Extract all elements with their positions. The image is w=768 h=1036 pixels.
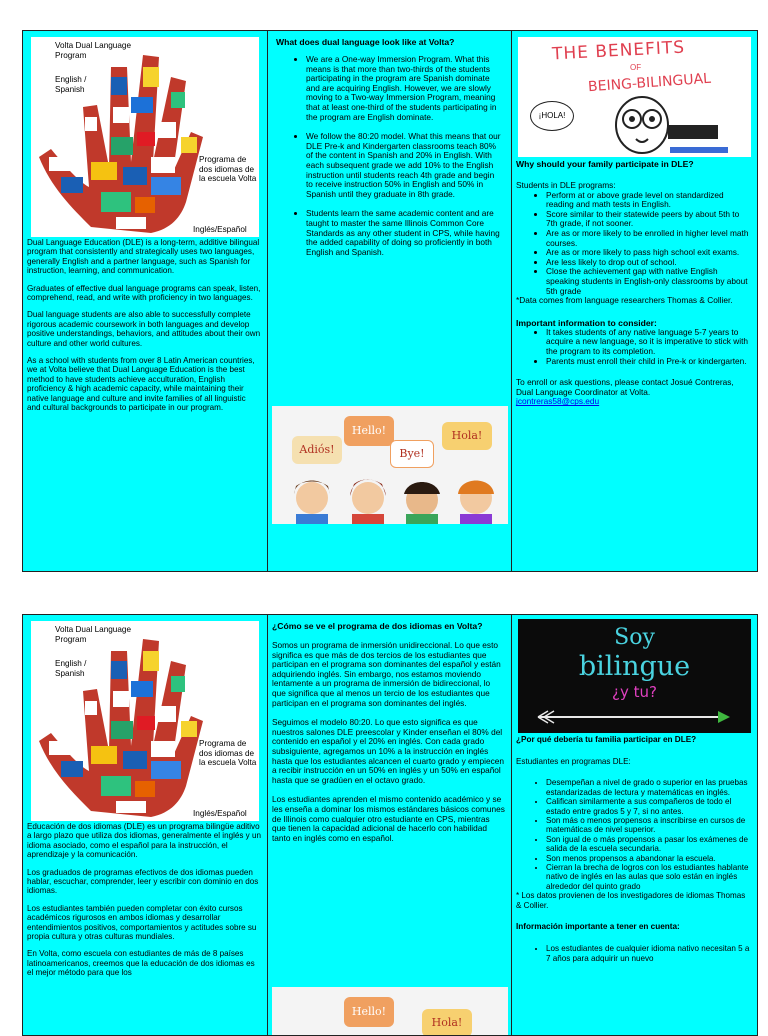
important-list [516, 328, 751, 366]
why-heading: Why should your family participate in DLE? [516, 159, 694, 169]
hand-flags-icon [31, 37, 259, 237]
important-heading: Important information to consider: [516, 317, 657, 328]
y-tu-line: ¿y tu? [612, 683, 657, 701]
list-item: • Cierran la brecha de logros con los estudiantes hablante nativo de inglés en las aulas que solo están en inglés alrededor del quinto grado [546, 863, 751, 891]
hand-flags-image [31, 621, 259, 821]
students-intro: Students in DLE programs: [516, 180, 616, 190]
arrow-icon [518, 707, 751, 727]
soy-bilingue-image [518, 619, 751, 733]
list-item: • Son más o menos propensos a inscribirse en cursos de matemáticas de nivel superior. [546, 816, 751, 835]
hand-flags-icon [31, 621, 259, 821]
hand-bottom-label: Inglés/Español [193, 225, 247, 234]
program-name: Volta Dual Language Program [55, 625, 132, 644]
middle-heading: What does dual language look like at Volta? [276, 37, 455, 47]
intro-paragraph: En Volta, como escuela con estudiantes de más de 8 países latinoamericanos, creemos que la educación de dos idiomas es el mejor método para que los [27, 949, 255, 978]
why-section [512, 733, 757, 963]
english-brochure [22, 30, 758, 572]
hand-flags-image [31, 37, 259, 237]
why-list [516, 191, 751, 297]
list-item: • Perform at or above grade level on standardized reading and math tests in English. [546, 191, 751, 210]
speech-bubble: Hola! [422, 1009, 472, 1035]
benefits-title-line: THE BENEFITS [551, 37, 686, 65]
speech-bubble: Hello! [344, 416, 394, 446]
english-middle-column [268, 31, 512, 571]
intro-paragraph: Educación de dos idiomas (DLE) es un programa bilingüe aditivo a largo plazo que utiliza dos idiomas, generalmente el inglés y un idioma asociado, como el español para la instrucción, el aprendizaje y la comunicación. [27, 822, 261, 860]
data-note: *Data comes from language researchers Thomas & Collier. [516, 295, 733, 306]
students-intro: Estudiantes en programas DLE: [516, 757, 631, 766]
hand-caption: Programa de dos idiomas de la escuela Volta [199, 155, 257, 184]
english-intro-column [23, 31, 268, 571]
middle-paragraph: Seguimos el modelo 80:20. Lo que esto significa es que nuestros salones DLE preescolar y Kinder enseñan el 80% del contenido en español y el 20% en inglés. Con cada grado subsiguiente, agregamos un 10% a la instrucción en inglés hasta que los estudiantes alcancen el cuarto grado y empiecen a recibir instrucción en un 50% en inglés y un 50% en español hasta que se gradúen en el octavo grado. [272, 717, 505, 785]
why-section [512, 157, 757, 407]
benefits-title-line: OF [630, 63, 642, 72]
spanish-middle-column [268, 615, 512, 1035]
intro-paragraph: Dual Language Education (DLE) is a long-term, additive bilingual program that consistently and strategically uses two languages, generally English and a partner language, such as Spanish for instruction, learning, and communication. [27, 238, 260, 276]
intro-paragraph: Dual language students are also able to successfully complete rigorous academic coursework in both languages and develop positive understandings, behaviors, and attitudes about their own culture and other world cultures. [27, 310, 261, 348]
middle-paragraph: Los estudiantes aprenden el mismo contenido académico y se les enseña a dominar los mismos estándares básicos comunes de Illinois como cualquier otro estudiante en CPS, mientras que tienen la capacidad adicional de hacerlo con habilidad tanto en inglés como en español. [272, 794, 505, 843]
list-item: • Score similar to their statewide peers by about 5th to 7th grade, if not sooner. [546, 210, 751, 229]
children-icon [272, 406, 508, 524]
list-item: • It takes students of any native language 5-7 years to acquire a new language, so it is imperative to stick with the program to its completion. [546, 328, 751, 357]
speech-bubbles-image [272, 987, 508, 1035]
middle-list [276, 55, 503, 257]
speech-bubble: Adiós! [292, 436, 342, 464]
intro-paragraph: Graduates of effective dual language programs can speak, listen, comprehend, read, and write with proficiency in two languages. [27, 283, 261, 303]
why-list [516, 778, 751, 891]
intro-text [23, 237, 267, 413]
data-note: * Los datos provienen de los investigadores de idiomas Thomas & Collier. [516, 891, 746, 910]
list-item: • Close the achievement gap with native English speaking students in English-only classrooms by about 5th grade [546, 267, 751, 296]
spanish-brochure [22, 614, 758, 1036]
email-link[interactable]: jcontreras58@cps.edu [516, 396, 600, 407]
list-item: • Students learn the same academic content and are taught to master the same Illinois Common Core Standards as any other student in CPS, while having the added capability of doing so proficiently in both English and Spanish. [306, 209, 503, 257]
list-item: • We are a One-way Immersion Program. What this means is that more than two-thirds of the students participating in the program are Spanish dominate and are acquiring English. However, we are slowly moving to a Two-way Immersion Program, meaning that at least one-third of the students participating in the program are English dominate. [306, 55, 503, 122]
bilingue-line: bilingue [578, 651, 691, 682]
why-heading: ¿Por qué debería tu familia participar en DLE? [516, 735, 697, 744]
list-item: • Los estudiantes de cualquier idioma nativo necesitan 5 a 7 años para adquirir un nuevo [546, 944, 751, 963]
important-heading: Información importante a tener en cuenta: [516, 922, 680, 932]
list-item: • Parents must enroll their child in Pre-k or kindergarten. [546, 357, 751, 367]
middle-heading: ¿Cómo se ve el programa de dos idiomas en Volta? [272, 621, 483, 631]
list-item: • Are less likely to drop out of school. [546, 258, 751, 268]
list-item: • Desempeñan a nivel de grado o superior en las pruebas estandarizadas de lectura y matemáticas en inglés. [546, 778, 751, 797]
intro-paragraph: Los estudiantes también pueden completar con éxito cursos académicos rigurosos en ambos idiomas y desarrollar entendimientos positivos, comportamientos y actitudes sobre su propia cultura y otras culturas mundiales. [27, 903, 257, 942]
hola-bubble: ¡HOLA! [530, 101, 574, 131]
speech-bubble: Hola! [442, 422, 492, 450]
speech-bubble: Hello! [344, 997, 394, 1027]
speech-bubbles-image [272, 406, 508, 524]
intro-paragraph: As a school with students from over 8 Latin American countries, we at Volta believe that Dual Language Education is the best method to have students achieve acculturation, English proficiency & high academic capacity, while maintaining their native language and culture and invite families of all linguistic and cultural backgrounds to participate in our program. [27, 356, 255, 413]
program-name: Volta Dual Language Program [55, 41, 132, 60]
languages-label: English / Spanish [55, 75, 87, 94]
list-item: • Califican similarmente a sus compañeros de todo el estado entre grados 5 y 7, si no antes. [546, 797, 751, 816]
hand-bottom-label: Inglés/Español [193, 809, 247, 818]
benefits-image [518, 37, 751, 157]
english-right-column [512, 31, 757, 571]
list-item: • Are as or more likely to pass high school exit exams. [546, 248, 751, 258]
list-item: • We follow the 80:20 model. What this means that our DLE Pre-k and Kindergarten classrooms teach 80% of the content in Spanish and 20% in English. With each subsequent grade we add 10% to the English instruction until students reach 4th grade and begin to receive instruction 50% in English and 50% in Spanish until they graduate in 8th grade. [306, 132, 503, 199]
middle-paragraph: Somos un programa de inmersión unidireccional. Lo que esto significa es que más de dos tercios de los estudiantes que participan en el programa son dominantes del español y están adquiriendo inglés. Sin embargo, nos estamos moviendo lentamente a un programa de inmersión de bidireccional, lo que significa que al menos un tercio de los estudiantes que participan en el programa son dominantes del inglés. [272, 640, 501, 708]
spanish-intro-column [23, 615, 268, 1035]
list-item: • Son igual de o más propensos a pasar los exámenes de salida de la escuela secundaria. [546, 835, 751, 854]
intro-text [23, 821, 267, 978]
list-item: • Are as or more likely to be enrolled in higher level math courses. [546, 229, 751, 248]
list-item: • Son menos propensos a abandonar la escuela. [546, 854, 751, 863]
languages-label: English / Spanish [55, 659, 87, 678]
important-list [516, 944, 751, 963]
soy-line: Soy [614, 625, 655, 650]
spanish-right-column [512, 615, 757, 1035]
intro-paragraph: Los graduados de programas efectivos de dos idiomas pueden hablar, escuchar, comprender, leer y escribir con dominio en dos idiomas. [27, 867, 259, 896]
benefits-title-line: BEING-BILINGUAL [587, 70, 712, 96]
speech-bubble: Bye! [390, 440, 434, 468]
face-icon [608, 85, 738, 161]
hand-caption: Programa de dos idiomas de la escuela Volta [199, 739, 257, 768]
contact-text: To enroll or ask questions, please contact Josué Contreras, Dual Language Coordinator at Volta. [516, 377, 734, 397]
